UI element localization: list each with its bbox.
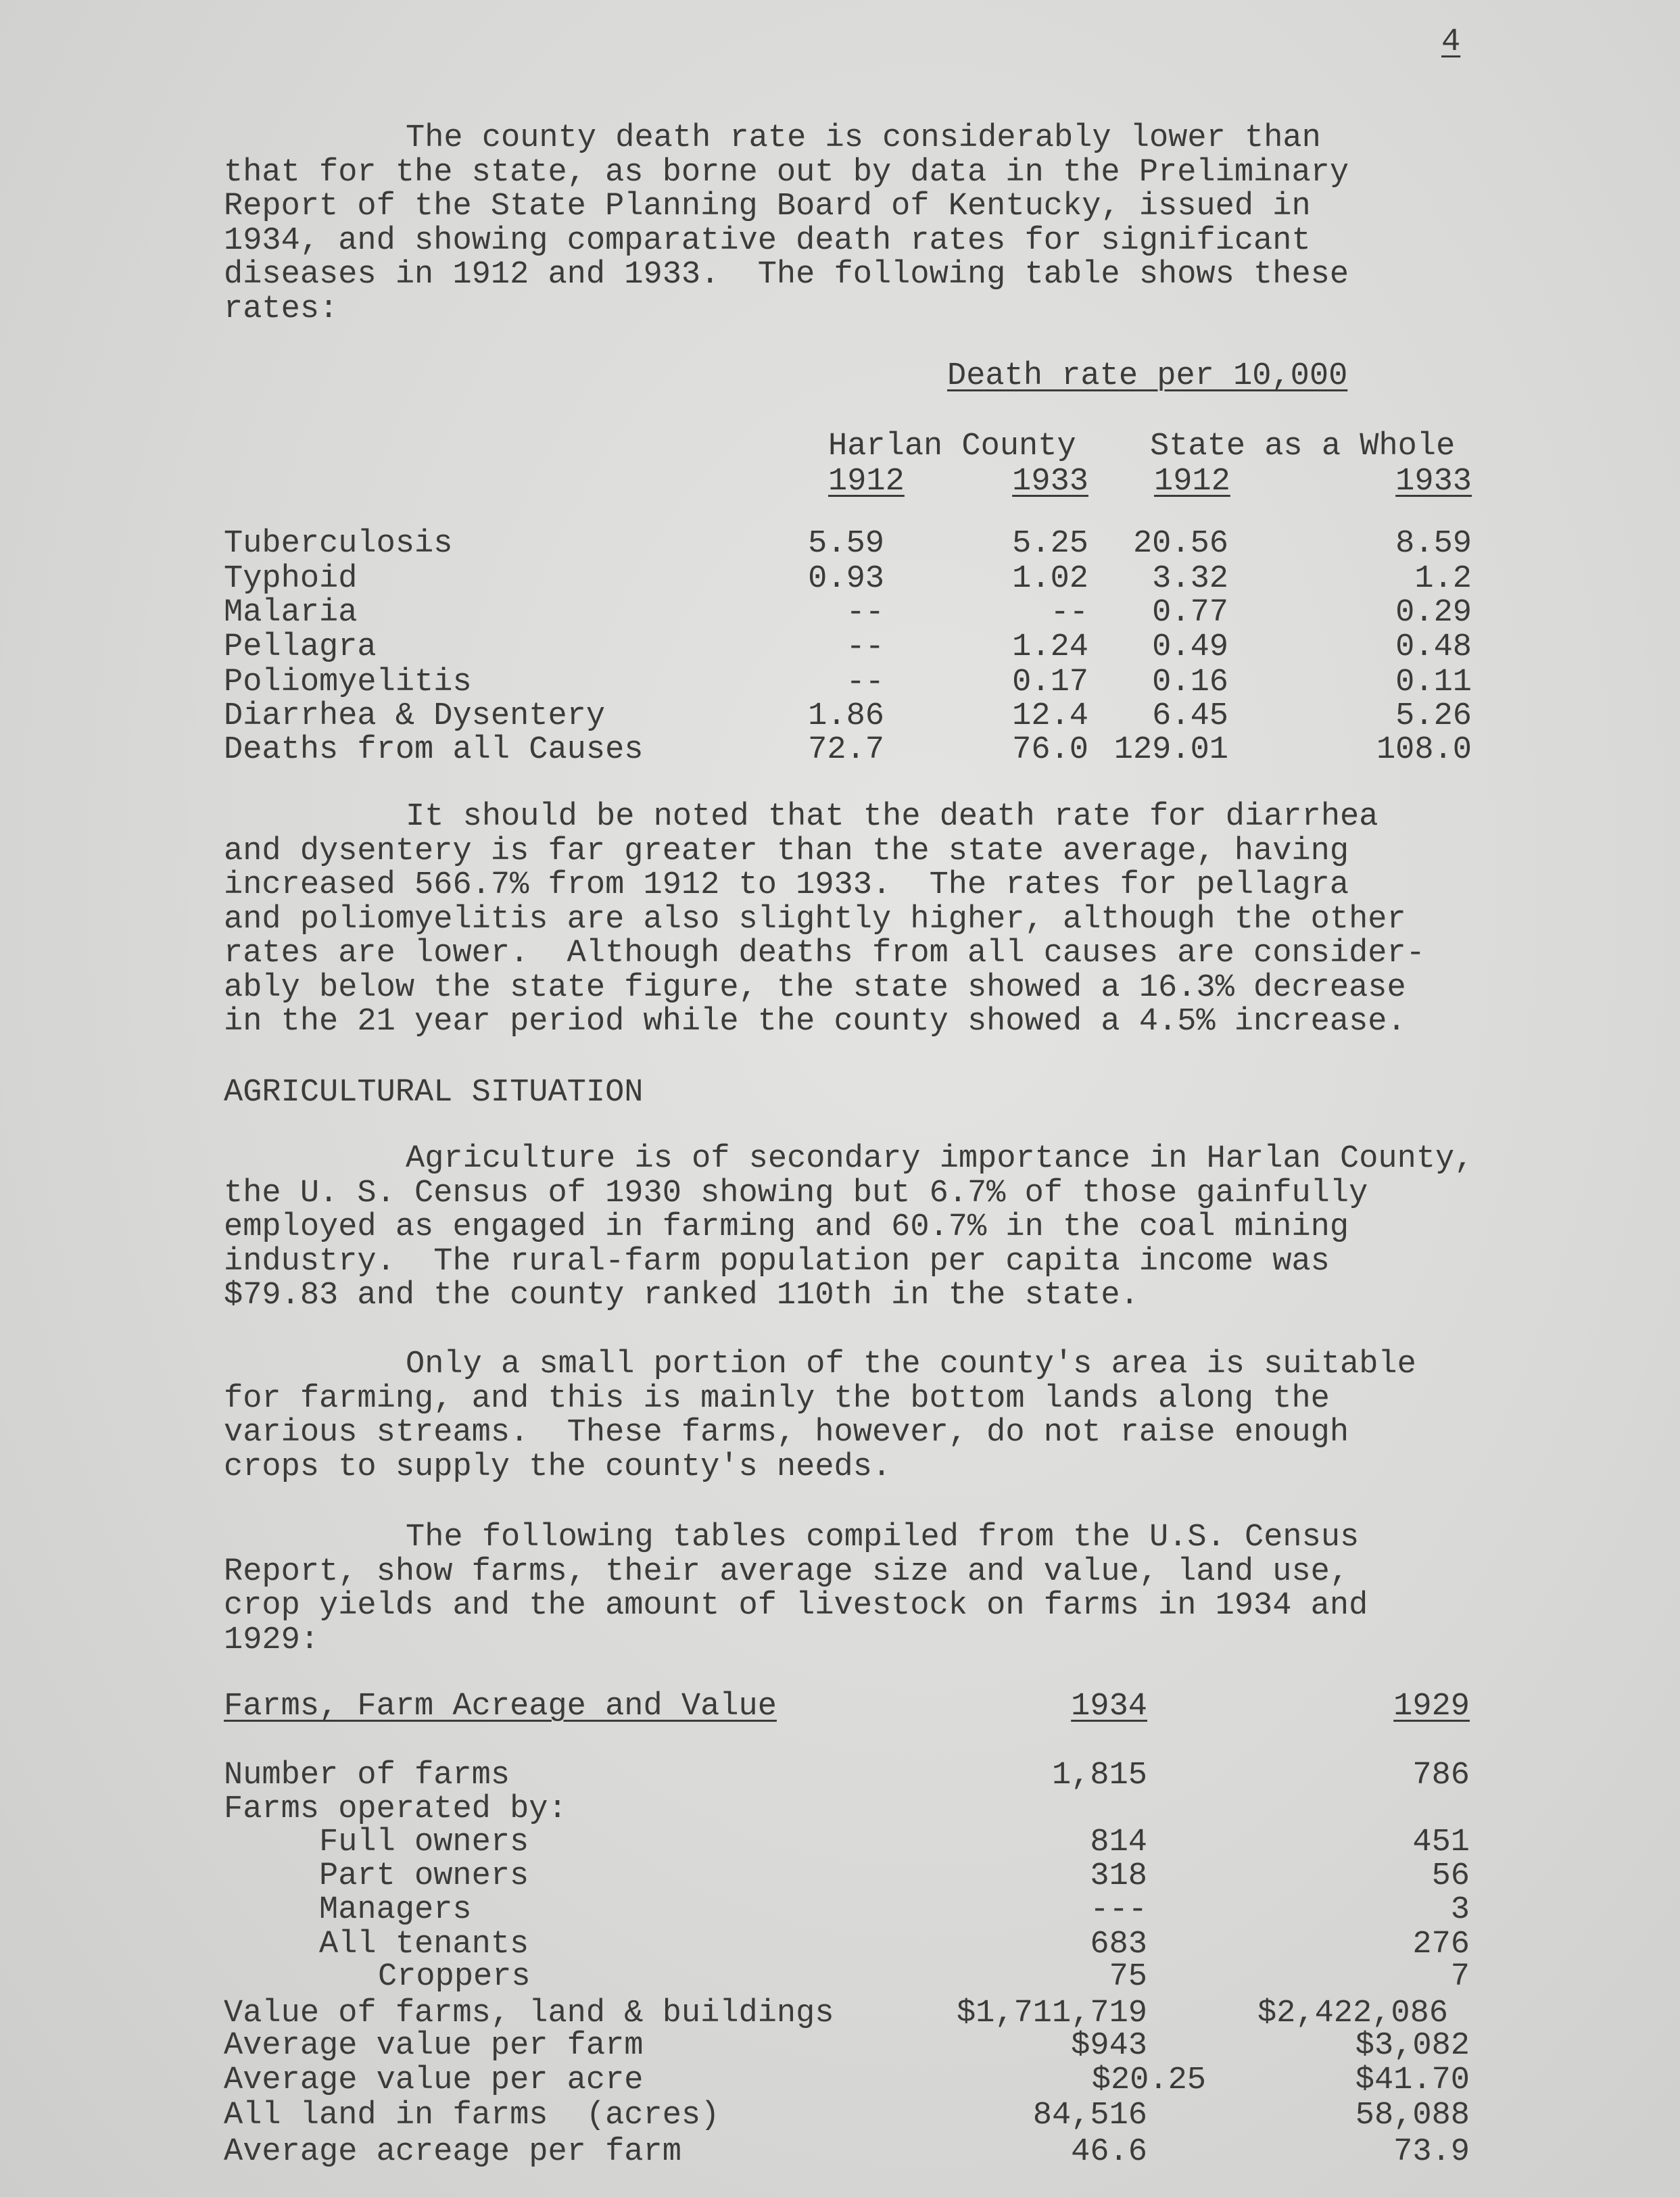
- cell-value: 5.25: [1012, 526, 1088, 562]
- text-line: Report of the State Planning Board of Kentucky, issued in: [224, 189, 1311, 224]
- cell-value: ---: [1090, 1892, 1147, 1928]
- row-label: Value of farms, land & buildings: [224, 1996, 834, 2031]
- cell-value: 73.9: [1393, 2134, 1470, 2170]
- group-header-harlan: Harlan County: [828, 429, 1076, 464]
- cell-value: $1,711,719: [956, 1996, 1147, 2031]
- table-row: [0, 1791, 1680, 1827]
- table-row: [0, 2062, 1680, 2098]
- table-row: [0, 2134, 1680, 2169]
- row-label: Tuberculosis: [224, 526, 453, 562]
- cell-value: 786: [1412, 1758, 1470, 1793]
- text-line: Report, show farms, their average size and value, land use,: [224, 1553, 1349, 1590]
- row-label: Pellagra: [224, 629, 377, 665]
- year-header: 1933: [1012, 464, 1088, 500]
- cell-value: 0.77: [1152, 595, 1228, 631]
- table-row: [0, 561, 1680, 596]
- text-line: It should be noted that the death rate for diarrhea: [406, 799, 1378, 835]
- cell-value: --: [1050, 595, 1088, 631]
- cell-value: $3,082: [1355, 2028, 1470, 2064]
- text-line: rates are lower. Although deaths from all causes are consider-: [224, 936, 1425, 971]
- paragraph-farming-land: [224, 1348, 1576, 1484]
- text-line: Only a small portion of the county's area is suitable: [406, 1347, 1416, 1382]
- cell-value: 0.48: [1395, 629, 1472, 665]
- year-header: 1933: [1395, 464, 1472, 500]
- cell-value: 3.32: [1152, 561, 1228, 597]
- row-label: Deaths from all Causes: [224, 732, 644, 768]
- row-label: Managers: [319, 1892, 472, 1928]
- cell-value: 318: [1090, 1858, 1147, 1894]
- row-label: Number of farms: [224, 1758, 510, 1793]
- row-label: Croppers: [378, 1959, 531, 1995]
- cell-value: 6.45: [1152, 698, 1228, 734]
- cell-value: 12.4: [1012, 698, 1088, 734]
- row-label: Poliomyelitis: [224, 665, 472, 700]
- cell-value: $41.70: [1355, 2062, 1470, 2098]
- cell-value: 0.17: [1012, 665, 1088, 700]
- row-label: Average value per acre: [224, 2062, 644, 2098]
- cell-value: $20.25: [1091, 2062, 1206, 2098]
- table-row: [0, 1892, 1680, 1927]
- cell-value: 5.26: [1395, 698, 1472, 734]
- cell-value: --: [846, 665, 884, 700]
- text-line: increased 566.7% from 1912 to 1933. The rates for pellagra: [224, 867, 1349, 903]
- table-row: [0, 629, 1680, 665]
- text-line: the U. S. Census of 1930 showing but 6.7% of those gainfully: [224, 1175, 1368, 1211]
- cell-value: 0.29: [1395, 595, 1472, 631]
- cell-value: 7: [1450, 1959, 1470, 1995]
- row-label: Average value per farm: [224, 2028, 644, 2064]
- text-line: rates:: [224, 291, 339, 327]
- farm-table-header: [0, 1689, 1680, 1724]
- cell-value: 683: [1090, 1927, 1147, 1962]
- cell-value: 108.0: [1376, 732, 1472, 768]
- text-line: ably below the state figure, the state showed a 16.3% decrease: [224, 969, 1406, 1006]
- cell-value: 46.6: [1071, 2134, 1147, 2170]
- table-row: [0, 1996, 1680, 2031]
- text-line: The following tables compiled from the U.S. Census: [406, 1520, 1360, 1555]
- text-line: $79.83 and the county ranked 110th in the state.: [224, 1278, 1139, 1313]
- cell-value: 451: [1412, 1825, 1470, 1860]
- cell-value: 84,516: [1032, 2098, 1147, 2133]
- row-label: Full owners: [319, 1825, 529, 1860]
- cell-value: 0.49: [1152, 629, 1228, 665]
- cell-value: $2,422,086: [1257, 1996, 1448, 2031]
- cell-value: 1.24: [1012, 629, 1088, 665]
- year-header: 1912: [828, 464, 905, 500]
- section-heading: AGRICULTURAL SITUATION: [224, 1075, 644, 1111]
- row-label: All land in farms (acres): [224, 2098, 720, 2133]
- row-label: Average acreage per farm: [224, 2134, 681, 2170]
- cell-value: --: [846, 629, 884, 665]
- text-line: The county death rate is considerably lower than: [406, 120, 1321, 156]
- cell-value: 276: [1412, 1927, 1470, 1962]
- cell-value: 0.93: [808, 561, 884, 597]
- table-row: [0, 2028, 1680, 2063]
- row-label: Malaria: [224, 595, 358, 631]
- row-label: Part owners: [319, 1858, 529, 1894]
- cell-value: 58,088: [1355, 2098, 1470, 2133]
- cell-value: 0.11: [1395, 665, 1472, 700]
- table-row: [0, 1758, 1680, 1793]
- cell-value: 129.01: [1113, 732, 1228, 768]
- table-row: [0, 526, 1680, 561]
- table-row: [0, 1959, 1680, 1994]
- table-row: [0, 1825, 1680, 1860]
- row-label: Farms operated by:: [224, 1791, 567, 1827]
- year-header-row: [0, 464, 1680, 499]
- cell-value: 1,815: [1051, 1758, 1147, 1793]
- cell-value: 1.2: [1414, 561, 1472, 597]
- paragraph-death-rate-intro: [224, 122, 1576, 327]
- farm-table-title: Farms, Farm Acreage and Value: [224, 1689, 777, 1724]
- cell-value: 72.7: [808, 732, 884, 768]
- cell-value: 814: [1090, 1825, 1147, 1860]
- table-row: [0, 732, 1680, 767]
- table-row: [0, 1927, 1680, 1962]
- cell-value: 1.02: [1012, 561, 1088, 597]
- text-line: that for the state, as borne out by data in the Preliminary: [224, 154, 1349, 191]
- page-number: 4: [1441, 24, 1461, 60]
- cell-value: 5.59: [808, 526, 884, 562]
- table-row: [0, 665, 1680, 700]
- table-row: [0, 1858, 1680, 1893]
- year-header: 1912: [1154, 464, 1230, 500]
- text-line: Agriculture is of secondary importance in Harlan County,: [406, 1141, 1474, 1177]
- year-header: 1934: [1071, 1689, 1147, 1724]
- text-line: crops to supply the county's needs.: [224, 1449, 892, 1485]
- year-header: 1929: [1393, 1689, 1470, 1724]
- group-header-state: State as a Whole: [1150, 429, 1456, 464]
- text-line: crop yields and the amount of livestock on farms in 1934 and: [224, 1588, 1368, 1624]
- death-table-title: Death rate per 10,000: [947, 358, 1348, 394]
- cell-value: 3: [1450, 1892, 1470, 1928]
- row-label: Typhoid: [224, 561, 358, 597]
- text-line: industry. The rural-farm population per capita income was: [224, 1243, 1330, 1280]
- cell-value: 76.0: [1012, 732, 1088, 768]
- text-line: 1934, and showing comparative death rates for significant: [224, 222, 1311, 259]
- text-line: diseases in 1912 and 1933. The following table shows these: [224, 257, 1349, 293]
- text-line: and dysentery is far greater than the state average, having: [224, 833, 1349, 869]
- table-row: [0, 698, 1680, 733]
- text-line: 1929:: [224, 1622, 320, 1658]
- cell-value: $943: [1071, 2028, 1147, 2064]
- text-line: various streams. These farms, however, do not raise enough: [224, 1415, 1349, 1451]
- text-line: employed as engaged in farming and 60.7% in the coal mining: [224, 1209, 1349, 1245]
- paragraph-agriculture: [224, 1142, 1576, 1313]
- cell-value: 20.56: [1132, 526, 1228, 562]
- row-label: Diarrhea & Dysentery: [224, 698, 606, 734]
- row-label: All tenants: [319, 1927, 529, 1962]
- cell-value: 56: [1431, 1858, 1470, 1894]
- text-line: and poliomyelitis are also slightly higher, although the other: [224, 901, 1406, 938]
- cell-value: 1.86: [808, 698, 884, 734]
- table-row: [0, 595, 1680, 630]
- cell-value: 0.16: [1152, 665, 1228, 700]
- table-row: [0, 2098, 1680, 2133]
- cell-value: --: [846, 595, 884, 631]
- text-line: for farming, and this is mainly the bottom lands along the: [224, 1380, 1330, 1417]
- cell-value: 75: [1109, 1959, 1147, 1995]
- paragraph-census-tables-intro: [224, 1521, 1576, 1658]
- cell-value: 8.59: [1395, 526, 1472, 562]
- paragraph-death-rate-notes: [224, 800, 1576, 1040]
- text-line: in the 21 year period while the county showed a 4.5% increase.: [224, 1004, 1406, 1040]
